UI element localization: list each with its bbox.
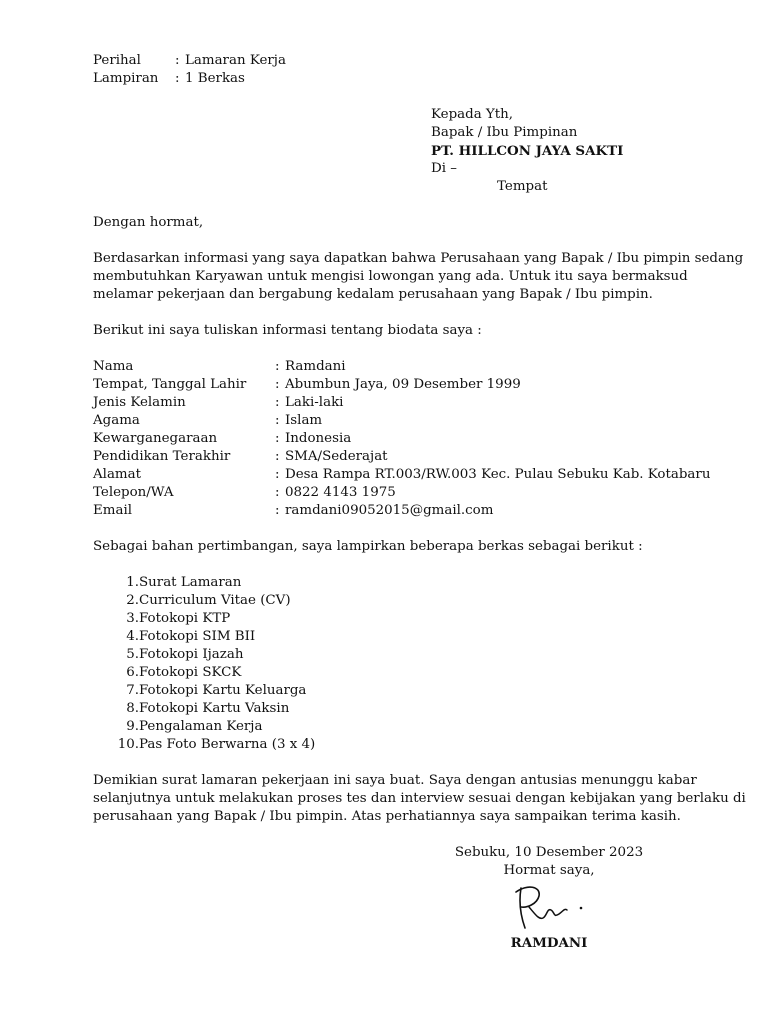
list-text: Fotokopi KTP bbox=[139, 611, 231, 626]
list-text: Curriculum Vitae (CV) bbox=[139, 593, 291, 608]
list-number: 7. bbox=[126, 683, 139, 698]
biodata-label: Alamat bbox=[93, 467, 141, 482]
biodata-value: SMA/Sederajat bbox=[285, 449, 388, 464]
list-item bbox=[110, 736, 316, 754]
list-text: Fotokopi Kartu Vaksin bbox=[139, 701, 290, 716]
biodata-value: Indonesia bbox=[285, 431, 352, 446]
list-item bbox=[110, 574, 242, 592]
lampiran-separator: : bbox=[175, 71, 180, 86]
list-item bbox=[110, 682, 307, 700]
biodata-value: ramdani09052015@gmail.com bbox=[285, 503, 494, 518]
recipient-line5: Tempat bbox=[497, 179, 548, 194]
list-number: 5. bbox=[126, 647, 139, 662]
handwritten-signature bbox=[505, 880, 595, 936]
intro-line: Berdasarkan informasi yang saya dapatkan bahwa Perusahaan yang Bapak / Ibu pimpin sedang bbox=[93, 251, 744, 266]
closing-line: selanjutnya untuk melakukan proses tes dan interview sesuai dengan kebijakan yang berlaku di bbox=[93, 791, 746, 806]
recipient-company: PT. HILLCON JAYA SAKTI bbox=[431, 143, 624, 159]
lampiran-label: Lampiran bbox=[93, 71, 159, 86]
biodata-separator: : bbox=[275, 467, 280, 482]
biodata-separator: : bbox=[275, 413, 280, 428]
intro-line: membutuhkan Karyawan untuk mengisi lowongan yang ada. Untuk itu saya bermaksud bbox=[93, 269, 688, 284]
biodata-label: Telepon/WA bbox=[93, 485, 174, 500]
lampiran-value: 1 Berkas bbox=[185, 71, 245, 86]
list-item bbox=[110, 628, 256, 646]
list-text: Pengalaman Kerja bbox=[139, 719, 263, 734]
list-text: Fotokopi SIM BII bbox=[139, 629, 256, 644]
signature-regards: Hormat saya, bbox=[503, 863, 595, 878]
list-item bbox=[110, 718, 263, 736]
recipient-line4: Di – bbox=[431, 161, 457, 176]
list-text: Fotokopi Kartu Keluarga bbox=[139, 683, 307, 698]
biodata-label: Jenis Kelamin bbox=[93, 395, 186, 410]
signature-name: RAMDANI bbox=[510, 935, 588, 951]
list-number: 10. bbox=[117, 737, 139, 752]
list-number: 1. bbox=[126, 575, 139, 590]
perihal-separator: : bbox=[175, 53, 180, 68]
biodata-intro: Berikut ini saya tuliskan informasi tentang biodata saya : bbox=[93, 323, 482, 338]
list-item bbox=[110, 646, 244, 664]
closing-line: perusahaan yang Bapak / Ibu pimpin. Atas perhatiannya saya sampaikan terima kasih. bbox=[93, 809, 681, 824]
list-number: 9. bbox=[126, 719, 139, 734]
biodata-label: Nama bbox=[93, 359, 134, 374]
perihal-value: Lamaran Kerja bbox=[185, 53, 286, 68]
biodata-value: Islam bbox=[285, 413, 323, 428]
signature-place-date: Sebuku, 10 Desember 2023 bbox=[454, 845, 644, 860]
biodata-label: Email bbox=[93, 503, 133, 518]
biodata-label: Agama bbox=[93, 413, 140, 428]
recipient-line1: Kepada Yth, bbox=[431, 107, 514, 122]
list-text: Pas Foto Berwarna (3 x 4) bbox=[139, 737, 316, 752]
biodata-separator: : bbox=[275, 395, 280, 410]
list-item bbox=[110, 592, 291, 610]
list-number: 3. bbox=[126, 611, 139, 626]
biodata-label: Tempat, Tanggal Lahir bbox=[93, 377, 247, 392]
biodata-label: Kewarganegaraan bbox=[93, 431, 218, 446]
biodata-label: Pendidikan Terakhir bbox=[93, 449, 231, 464]
intro-line: melamar pekerjaan dan bergabung kedalam perusahaan yang Bapak / Ibu pimpin. bbox=[93, 287, 653, 302]
biodata-value: Ramdani bbox=[285, 359, 346, 374]
closing-line: Demikian surat lamaran pekerjaan ini saya buat. Saya dengan antusias menunggu kabar bbox=[93, 773, 697, 788]
list-item bbox=[110, 610, 231, 628]
list-number: 6. bbox=[126, 665, 139, 680]
attachments-intro: Sebagai bahan pertimbangan, saya lampirkan beberapa berkas sebagai berikut : bbox=[93, 539, 643, 554]
biodata-separator: : bbox=[275, 377, 280, 392]
perihal-label: Perihal bbox=[93, 53, 141, 68]
biodata-value: 0822 4143 1975 bbox=[285, 485, 396, 500]
list-text: Fotokopi SKCK bbox=[139, 665, 242, 680]
biodata-separator: : bbox=[275, 503, 280, 518]
biodata-value: Laki-laki bbox=[285, 395, 344, 410]
list-item bbox=[110, 700, 290, 718]
biodata-separator: : bbox=[275, 449, 280, 464]
recipient-line2: Bapak / Ibu Pimpinan bbox=[431, 125, 578, 140]
list-number: 2. bbox=[126, 593, 139, 608]
biodata-separator: : bbox=[275, 431, 280, 446]
closing-paragraph bbox=[93, 772, 746, 826]
list-item bbox=[110, 664, 242, 682]
biodata-value: Desa Rampa RT.003/RW.003 Kec. Pulau Sebuku Kab. Kotabaru bbox=[285, 467, 711, 482]
intro-paragraph bbox=[93, 250, 744, 304]
greeting: Dengan hormat, bbox=[93, 215, 204, 230]
biodata-separator: : bbox=[275, 485, 280, 500]
list-text: Surat Lamaran bbox=[139, 575, 242, 590]
list-text: Fotokopi Ijazah bbox=[139, 647, 244, 662]
biodata-separator: : bbox=[275, 359, 280, 374]
list-number: 8. bbox=[126, 701, 139, 716]
biodata-value: Abumbun Jaya, 09 Desember 1999 bbox=[285, 377, 521, 392]
list-number: 4. bbox=[126, 629, 139, 644]
